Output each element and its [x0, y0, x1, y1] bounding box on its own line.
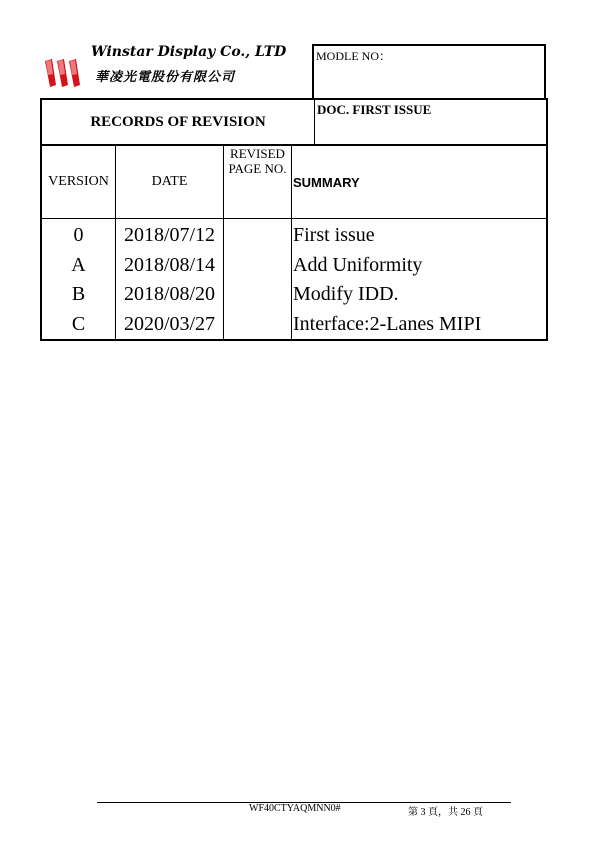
cell-date: 2018/07/12	[116, 219, 224, 251]
table-row	[41, 219, 547, 251]
company-name-zh: 華凌光電股份有限公司	[95, 69, 236, 84]
table-row	[41, 280, 547, 310]
footer-doc-number: WF40CTYAQMNN0#	[249, 803, 341, 814]
records-title-band	[40, 98, 548, 145]
cell-summary: Modify IDD.	[292, 280, 548, 310]
winstar-logo-icon	[44, 58, 88, 88]
header-version: VERSION	[41, 145, 116, 219]
footer-page-info: 第 3 頁，共 26 頁	[408, 807, 483, 818]
cell-version: A	[41, 251, 116, 281]
cell-revised-page	[224, 310, 292, 341]
model-no-box	[312, 44, 546, 98]
model-no-label: MODLE NO：	[316, 49, 391, 63]
title-divider	[314, 100, 315, 144]
table-header-row	[41, 145, 547, 219]
cell-revised-page	[224, 280, 292, 310]
cell-summary: Interface:2-Lanes MIPI	[292, 310, 548, 341]
revision-table	[40, 144, 548, 341]
cell-version: B	[41, 280, 116, 310]
company-name-en: Winstar Display Co., LTD	[91, 44, 287, 60]
cell-summary: First issue	[292, 219, 548, 251]
doc-first-issue-label: DOC. FIRST ISSUE	[317, 102, 432, 117]
cell-revised-page	[224, 219, 292, 251]
cell-version: C	[41, 310, 116, 341]
records-of-revision-title: RECORDS OF REVISION	[90, 113, 266, 130]
cell-summary: Add Uniformity	[292, 251, 548, 281]
cell-date: 2020/03/27	[116, 310, 224, 341]
header-date: DATE	[116, 145, 224, 219]
cell-version: 0	[41, 219, 116, 251]
cell-date: 2018/08/20	[116, 280, 224, 310]
cell-date: 2018/08/14	[116, 251, 224, 281]
table-row	[41, 310, 547, 341]
table-row	[41, 251, 547, 281]
cell-revised-page	[224, 251, 292, 281]
header-revised-page: REVISED PAGE NO.	[224, 145, 292, 219]
header-summary: SUMMARY	[292, 145, 548, 219]
